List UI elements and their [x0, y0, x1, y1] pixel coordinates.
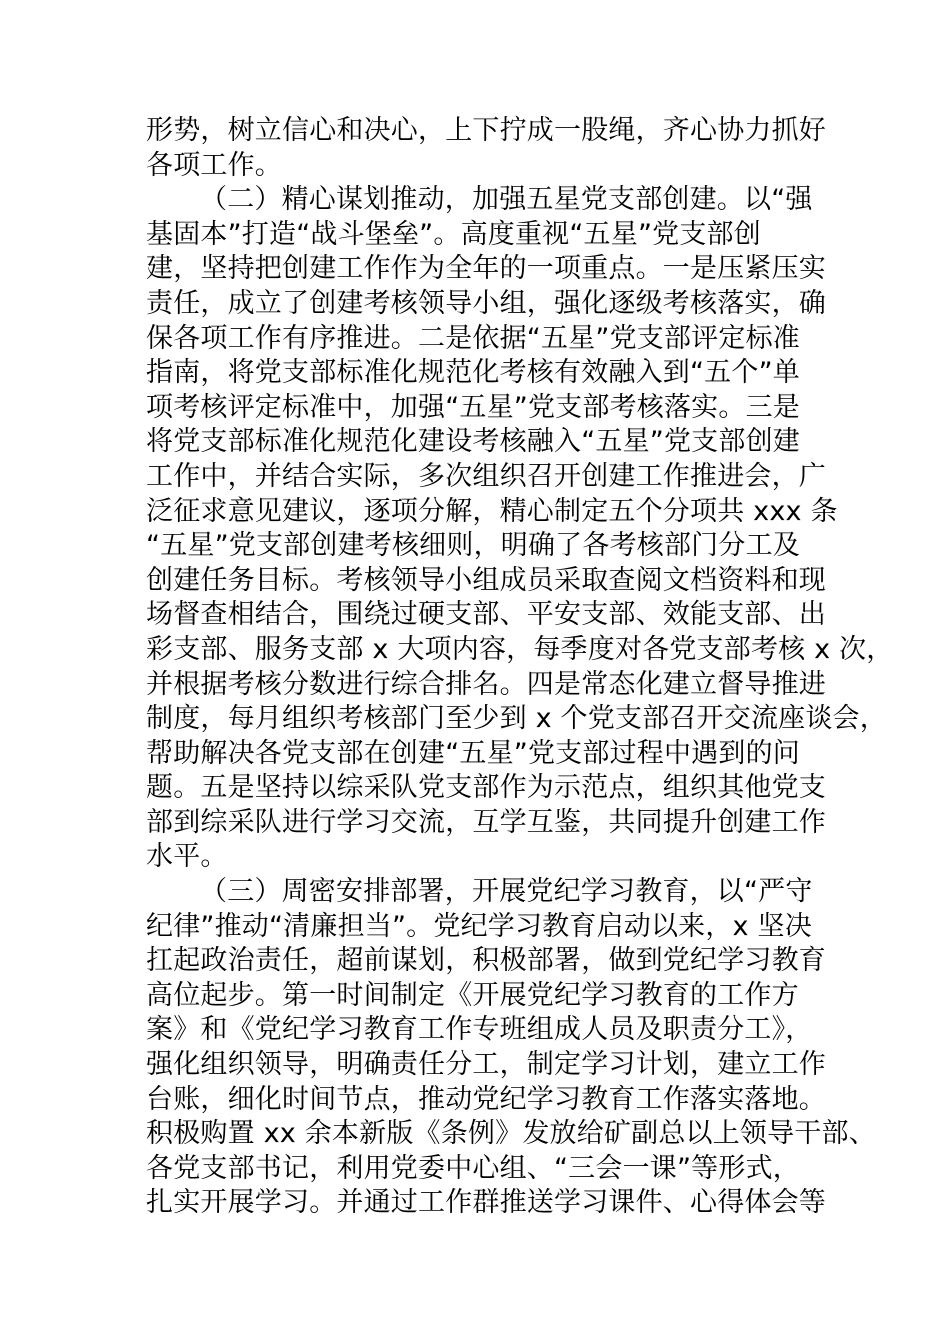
text-line: 建，坚持把创建工作作为全年的一项重点。一是压紧压实	[146, 253, 826, 285]
text-line: 制度，每月组织考核部门至少到 x 个党支部召开交流座谈会，	[146, 703, 887, 735]
text-line: 泛征求意见建议，逐项分解，精心制定五个分项共 xxx 条	[146, 495, 838, 527]
text-line: 强化组织领导，明确责任分工，制定学习计划，建立工作	[146, 1049, 826, 1081]
text-line: 工作中，并结合实际，多次组织召开创建工作推进会，广	[146, 460, 826, 492]
text-line: 帮助解决各党支部在创建“五星”党支部过程中遇到的问	[146, 737, 800, 769]
text-line: 纪律”推动“清廉担当”。党纪学习教育启动以来，x 坚决	[146, 910, 812, 942]
text-line: 并根据考核分数进行综合排名。四是常态化建立督导推进	[146, 668, 826, 700]
text-line: 创建任务目标。考核领导小组成员采取查阅文档资料和现	[146, 564, 826, 596]
text-line: 积极购置 xx 余本新版《条例》发放给矿副总以上领导干部、	[146, 1118, 876, 1150]
text-line: 保各项工作有序推进。二是依据“五星”党支部评定标准	[146, 322, 800, 354]
text-line: 指南，将党支部标准化规范化考核有效融入到“五个”单	[146, 357, 800, 389]
text-line: 水平。	[146, 841, 228, 873]
text-line: 项考核评定标准中，加强“五星”党支部考核落实。三是	[146, 391, 800, 423]
text-line: 台账，细化时间节点，推动党纪学习教育工作落实落地。	[146, 1083, 826, 1115]
text-line: 场督查相结合，围绕过硬支部、平安支部、效能支部、出	[146, 599, 826, 631]
text-line: 案》和《党纪学习教育工作专班组成人员及职责分工》，	[146, 1014, 813, 1046]
text-line: 将党支部标准化规范化建设考核融入“五星”党支部创建	[146, 426, 800, 458]
text-line: 各党支部书记，利用党委中心组、“三会一课”等形式，	[146, 1152, 800, 1184]
text-line: 部到综采队进行学习交流，互学互鉴，共同提升创建工作	[146, 806, 826, 838]
section-heading-line: （二）精心谋划推动，加强五星党支部创建。以“强	[200, 184, 813, 216]
text-line: 彩支部、服务支部 x 大项内容，每季度对各党支部考核 x 次，	[146, 633, 894, 665]
text-line: 责任，成立了创建考核领导小组，强化逐级考核落实，确	[146, 287, 826, 319]
section-heading-line: （三）周密安排部署，开展党纪学习教育，以“严守	[200, 876, 813, 908]
text-line: 扛起政治责任，超前谋划，积极部署，做到党纪学习教育	[146, 945, 826, 977]
text-line: 基固本”打造“战斗堡垒”。高度重视“五星”党支部创	[146, 218, 761, 250]
text-line: 高位起步。第一时间制定《开展党纪学习教育的工作方	[146, 979, 799, 1011]
text-line: 各项工作。	[146, 149, 282, 181]
text-line: 题。五是坚持以综采队党支部作为示范点，组织其他党支	[146, 772, 826, 804]
text-line: “五星”党支部创建考核细则，明确了各考核部门分工及	[146, 530, 800, 562]
text-line: 扎实开展学习。并通过工作群推送学习课件、心得体会等	[146, 1187, 826, 1219]
text-line: 形势，树立信心和决心，上下拧成一股绳，齐心协力抓好	[146, 115, 826, 146]
body-text	[146, 114, 894, 1221]
